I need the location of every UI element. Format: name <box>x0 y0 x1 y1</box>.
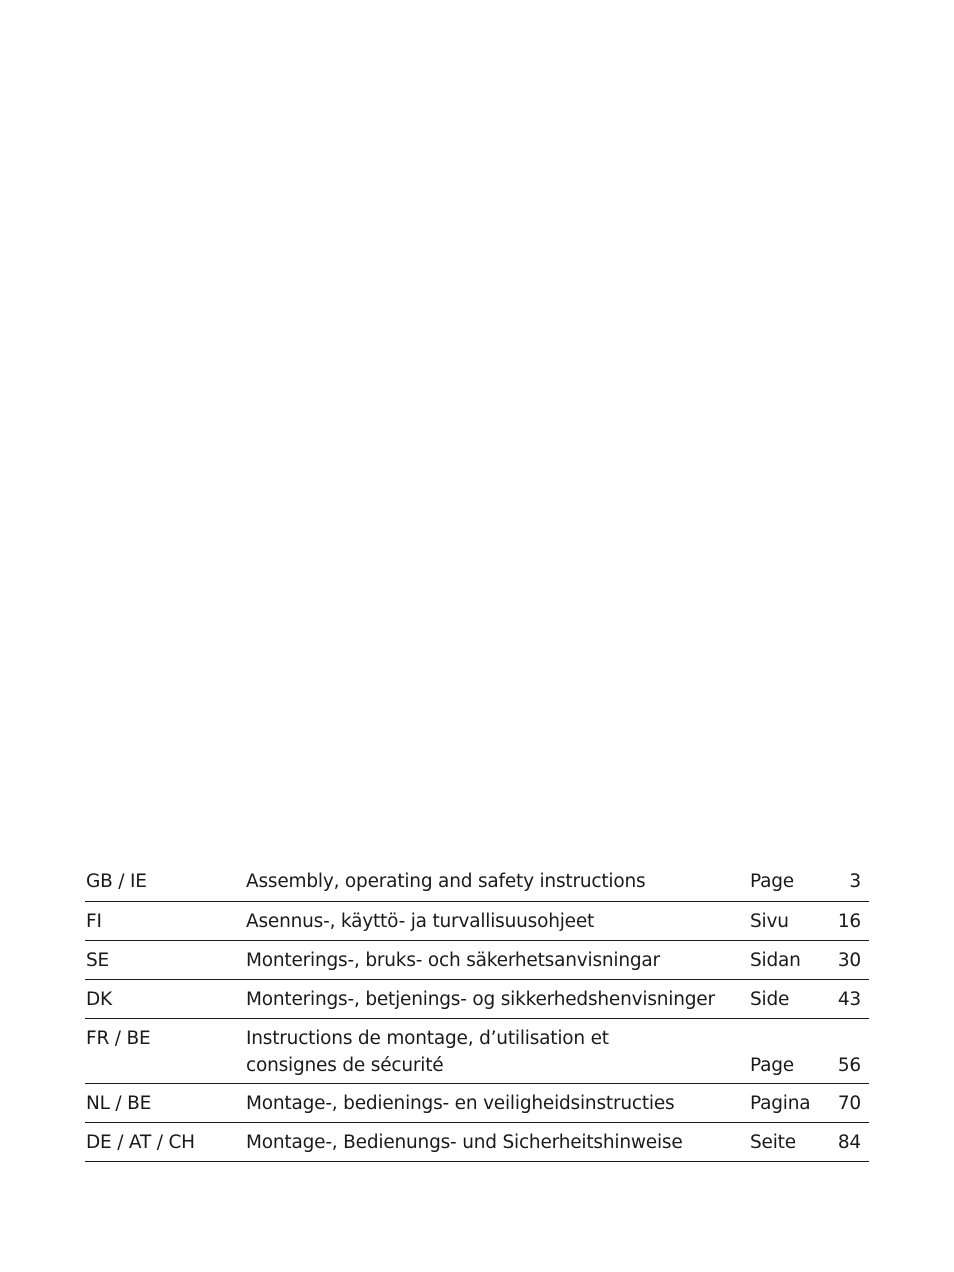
toc-page-number: 70 <box>837 1093 861 1114</box>
toc-page-label: Side <box>750 989 790 1010</box>
toc-language: DE / AT / CH <box>86 1132 195 1153</box>
toc-row-dk[interactable] <box>85 980 869 1019</box>
toc-language: SE <box>86 950 110 971</box>
toc-row-fi[interactable] <box>85 902 869 941</box>
toc-page-label: Page <box>750 871 794 892</box>
toc-page-number: 3 <box>849 871 861 892</box>
toc-page-label: Sidan <box>750 950 801 971</box>
toc-language: NL / BE <box>86 1093 152 1114</box>
toc-page-number: 30 <box>837 950 861 971</box>
toc-row-fr-be[interactable] <box>85 1019 869 1084</box>
toc-row-se[interactable] <box>85 941 869 980</box>
toc-title: Montage-, Bedienungs- und Sicherheitshinweise <box>246 1132 683 1153</box>
toc-title: Montage-, bedienings- en veiligheidsinstructies <box>246 1093 675 1114</box>
toc-title-line2: consignes de sécurité <box>246 1055 444 1076</box>
toc-row-nl-be[interactable] <box>85 1084 869 1123</box>
toc-row-de-at-ch[interactable] <box>85 1123 869 1162</box>
toc-title: Monterings-, betjenings- og sikkerhedshenvisninger <box>246 989 715 1010</box>
toc-language: GB / IE <box>86 871 147 892</box>
toc-page-label: Pagina <box>750 1093 811 1114</box>
toc-page-label: Seite <box>750 1132 796 1153</box>
toc-language: FR / BE <box>86 1028 151 1049</box>
toc-page-number: 16 <box>837 911 861 932</box>
toc-title: Asennus-, käyttö- ja turvallisuusohjeet <box>246 911 595 932</box>
toc-page-number: 43 <box>837 989 861 1010</box>
toc-language: FI <box>86 911 102 932</box>
toc-title: Monterings-, bruks- och säkerhetsanvisningar <box>246 950 660 971</box>
toc-language: DK <box>86 989 112 1010</box>
toc-page-number: 56 <box>837 1055 861 1076</box>
table-of-contents <box>85 863 869 1162</box>
toc-page-label: Sivu <box>750 911 789 932</box>
toc-page-label: Page <box>750 1055 794 1076</box>
toc-title: Assembly, operating and safety instructions <box>246 871 646 892</box>
toc-row-gb-ie[interactable] <box>85 863 869 902</box>
toc-page-number: 84 <box>837 1132 861 1153</box>
toc-title: Instructions de montage, d’utilisation et <box>246 1028 609 1049</box>
